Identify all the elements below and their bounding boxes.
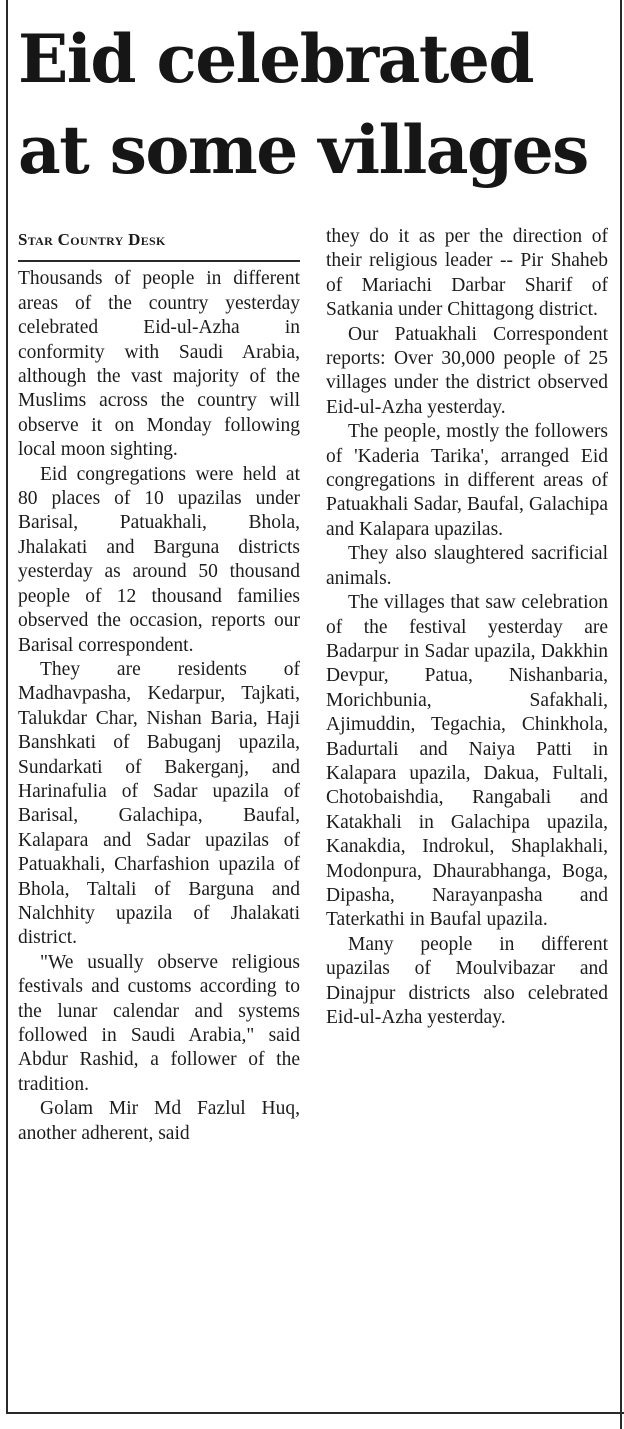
article-column-left	[18, 228, 300, 1146]
bottom-border-rule	[6, 1412, 624, 1414]
article-byline: Star Country Desk	[18, 228, 300, 262]
article-paragraph: The villages that saw celebration of the festival yesterday are Badarpur in Sadar upazila, Dakkhin Devpur, Patua, Nishanbaria, Morichbunia, Safakhali, Ajimuddin, Tegachia, Chinkhola, Badurtali and Naiya Patti in Kalapara upazila, Dakua, Fultali, Chotobaishdia, Rangabali and Katakhali in Galachipa upazila, Kanakdia, Indrokul, Shaplakhali, Modonpura, Dhaurabhanga, Boga, Dipasha, Narayanpasha and Taterkathi in Baufal upazila.	[326, 592, 608, 931]
article-paragraph: They are residents of Madhavpasha, Kedarpur, Tajkati, Talukdar Char, Nishan Baria, Haji Banshkati of Babuganj upazila, Sundarkati of Bakerganj, and Harinafulia of Sadar upazila of Barisal, Galachipa, Baufal, Kalapara and Sadar upazilas of Patuakhali, Charfashion upazila of Bhola, Taltali of Barguna and Nalchhity upazila of Jhalakati district.	[18, 658, 300, 949]
left-border-rule	[6, 0, 8, 1412]
article-paragraph: Eid congregations were held at 80 places of 10 upazilas under Barisal, Patuakhali, Bhola, Jhalakati and Barguna districts yesterday as around 50 thousand people of 12 thousand families observed the occasion, reports our Barisal correspondent.	[18, 463, 300, 656]
article-column-right	[326, 225, 608, 1030]
article-paragraph: Our Patuakhali Correspondent reports: Over 30,000 people of 25 villages under the district observed Eid-ul-Azha yesterday.	[326, 323, 608, 418]
article-paragraph: Thousands of people in different areas of the country yesterday celebrated Eid-ul-Azha in conformity with Saudi Arabia, although the vast majority of the Muslims across the country will observe it on Monday following local moon sighting.	[18, 268, 300, 461]
right-border-rule	[620, 0, 622, 1429]
article-paragraph: Golam Mir Md Fazlul Huq, another adherent, said	[18, 1098, 300, 1144]
article-paragraph: "We usually observe religious festivals and customs according to the lunar calendar and systems followed in Saudi Arabia," said Abdur Rashid, a follower of the tradition.	[18, 951, 300, 1095]
article-paragraph: The people, mostly the followers of 'Kaderia Tarika', arranged Eid congregations in different areas of Patuakhali Sadar, Baufal, Galachipa and Kalapara upazilas.	[326, 421, 608, 540]
article-paragraph: they do it as per the direction of their religious leader -- Pir Shaheb of Mariachi Darbar Sharif of Satkania under Chittagong district.	[326, 226, 608, 321]
article-paragraph: Many people in different upazilas of Moulvibazar and Dinajpur districts also celebrated Eid-ul-Azha yesterday.	[326, 933, 608, 1028]
article-headline: Eid celebrated at some villages	[18, 20, 588, 189]
article-paragraph: They also slaughtered sacrificial animals.	[326, 543, 608, 589]
